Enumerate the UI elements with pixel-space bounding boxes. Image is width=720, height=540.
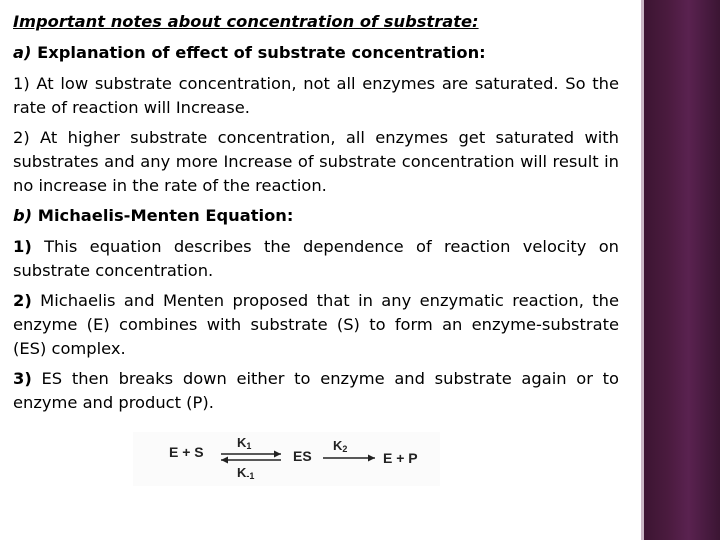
point-number: 2) [13, 128, 30, 147]
point-number: 1) [13, 74, 30, 93]
section-b-label: b) [13, 206, 33, 225]
k1-label [237, 435, 251, 451]
k-minus1-letter: K [237, 465, 247, 480]
point-text: At low substrate concentration, not all enzymes are saturated. So the rate of reaction will Increase. [13, 74, 619, 117]
product-arrowhead [368, 455, 375, 462]
k2-label [333, 438, 347, 454]
k-minus1-subscript: -1 [246, 471, 255, 481]
section-b-point-3 [13, 367, 619, 415]
section-b-point-1 [13, 235, 619, 283]
k1-subscript: 1 [246, 441, 252, 451]
section-a-title-text: Explanation of effect of substrate concentration: [31, 43, 486, 62]
point-text: At higher substrate concentration, all enzymes get saturated with substrates and any more Increase of substrate concentration will result in no increase in the rate of the reaction. [13, 128, 619, 195]
reactants-label: E + S [169, 444, 204, 460]
section-a-title [13, 41, 619, 65]
point-text: ES then breaks down either to enzyme and substrate again or to enzyme and product (P). [13, 369, 619, 412]
point-text: This equation describes the dependence of reaction velocity on substrate concentration. [13, 237, 619, 280]
k2-letter: K [333, 438, 343, 453]
section-b-title-text: Michaelis-Menten Equation: [32, 206, 294, 225]
notes-content [13, 10, 619, 421]
section-a-label: a) [13, 43, 32, 62]
section-a-point-1 [13, 72, 619, 120]
point-number: 2) [13, 291, 32, 310]
products-label: E + P [383, 450, 418, 466]
complex-label: ES [293, 448, 312, 464]
michaelis-menten-reaction-diagram [133, 432, 440, 486]
k2-subscript: 2 [342, 444, 348, 454]
point-number: 3) [13, 369, 32, 388]
section-a-point-2 [13, 126, 619, 198]
reverse-arrowhead [221, 457, 228, 464]
decorative-side-panel [641, 0, 720, 540]
page-heading: Important notes about concentration of substrate: [13, 12, 479, 31]
reaction-scheme [133, 432, 440, 486]
point-number: 1) [13, 237, 32, 256]
section-b-point-2 [13, 289, 619, 361]
k-minus1-label [237, 465, 254, 481]
point-text: Michaelis and Menten proposed that in any enzymatic reaction, the enzyme (E) combines with substrate (S) to form an enzyme-substrate (ES) complex. [13, 291, 619, 358]
k1-letter: K [237, 435, 247, 450]
forward-arrowhead [274, 451, 281, 458]
section-b-title [13, 204, 619, 228]
